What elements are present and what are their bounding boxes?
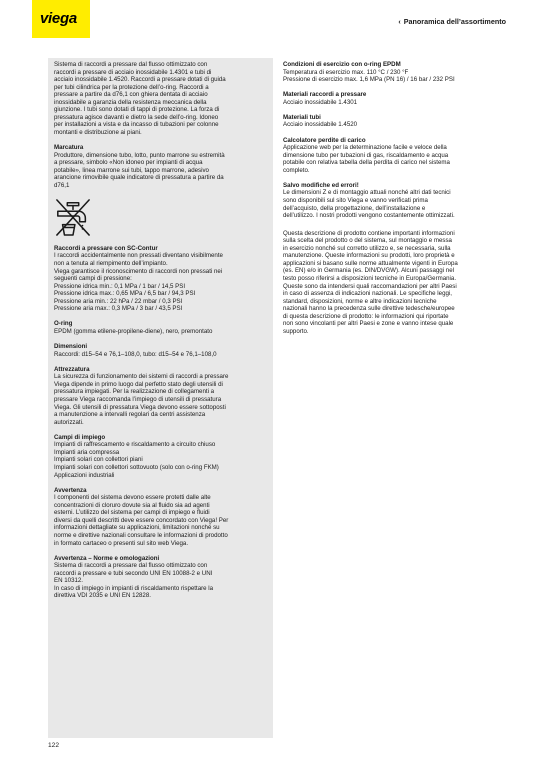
text-line: non a tenuta al riempimento dell’impianto. — [54, 260, 168, 268]
text-line: esterni. L’utilizzo del sistema per campi di impiego e fluidi — [54, 509, 210, 517]
text-line: norme e direttive nazionali consultare le informazioni di prodotto — [54, 531, 228, 539]
text-line: Pressione aria min.: 22 hPa / 22 mbar / 0,3 PSI — [54, 297, 183, 305]
text-line: a manutenzione a intervalli regolari da centri assistenza — [54, 411, 206, 419]
text-line: (es. EN) e/o in Germania (es. DIN/DVGW). Alcuni passaggi nel — [283, 267, 454, 275]
text-line: nazionali hanno la precedenza sulle direttive tedesche/europee — [283, 305, 455, 313]
text-line: in caso di assenza di indicazioni nazionali. Le specifiche leggi, — [283, 290, 452, 298]
text-line: Impianti solari con collettori sottovuoto (solo con o-ring FKM) — [54, 463, 219, 471]
text-line: sono disponibili sul sito Viega e vanno verificati prima — [283, 197, 428, 205]
text-line: in esercizio nonché sul corretto utilizzo e, se necessaria, sulla — [283, 244, 451, 252]
text-line: Viega garantisce il riconoscimento di raccordi non pressati nei — [54, 267, 223, 275]
text-line: concentrazioni di cloruro dovute sia al fluido sia ad agenti — [54, 501, 210, 509]
text-line: seguenti campi di pressione: — [54, 275, 132, 283]
text-line: Questa descrizione di prodotto contiene importanti informazioni — [283, 229, 455, 237]
breadcrumb-label: Panoramica dell’assortimento — [403, 17, 506, 26]
viega-logo — [32, 0, 90, 38]
text-line: potabile con relativa tabella della perdita di carico nel sistema — [283, 159, 450, 167]
section-heading: Avvertenza — [54, 486, 87, 494]
section-heading: Materiali raccordi a pressare — [283, 91, 367, 99]
text-line: Applicazioni industriali — [54, 471, 115, 479]
text-line: Impianti aria compressa — [54, 448, 120, 456]
text-line: manutenzione. Queste informazioni su prodotti, loro proprietà e — [283, 252, 455, 260]
text-line: testo posso riferirsi a disposizioni tecniche in Europa/Germania. — [283, 274, 457, 282]
section-heading: Avvertenza – Norme e omologazioni — [54, 554, 160, 562]
text-line: applicazioni si basano sulle norme attualmente vigenti in Europa — [283, 259, 458, 267]
text-line: direttiva VDI 2035 e UNI EN 12828. — [54, 592, 151, 600]
text-line: La sicurezza di funzionamento dei sistemi di raccordi a pressare — [54, 373, 229, 381]
text-line: Temperatura di esercizio max. 110 °C / 230 °F — [283, 68, 409, 76]
calcolatore-section — [283, 137, 507, 175]
text-line: non sono vincolanti per altri Paesi e zone e vanno intese quale — [283, 320, 454, 328]
section-heading: Condizioni di esercizio con o-ring EPDM — [283, 61, 401, 68]
text-line: acciaio inossidabile 1.4520. Raccordi a pressare dotati di guida — [54, 76, 226, 84]
section-heading: Attrezzatura — [54, 365, 90, 373]
text-line: dimensione tubo per tubazioni di gas, riscaldamento e acqua — [283, 151, 449, 159]
text-line: diversi da quelli descritti deve essere concordato con Viega! Per — [54, 516, 229, 524]
text-line: Pressione idrica min.: 0,1 MPa / 1 bar / 14,5 PSI — [54, 282, 186, 290]
text-line: pressatura impiegati. Per la realizzazione di collegamenti a — [54, 388, 215, 396]
text-line: Produttore, dimensione tubo, lotto, punto marrone su estremità — [54, 151, 225, 159]
text-line: per tubi cilindrica per la protezione dell’o-ring. Raccordi a — [54, 83, 209, 91]
materiali-raccordi-section — [283, 91, 507, 106]
text-line: potabile», linea marrone sui tubi, tappo marrone, adesivo — [54, 166, 209, 174]
text-line: arancione rimovibile quale indicatore di pressatura a partire da — [54, 174, 224, 182]
page-number: 122 — [48, 742, 60, 749]
breadcrumb-link[interactable] — [398, 17, 506, 26]
text-line: In caso di impiego in impianti di riscaldamento rispettare la — [54, 584, 214, 592]
text-line: d76,1 — [54, 181, 70, 189]
text-line: informazioni dettagliate su applicazioni, limitazioni nonché su — [54, 524, 220, 532]
text-line: Pressione idrica max.: 0,65 MPa / 6,5 bar / 94,3 PSI — [54, 290, 196, 298]
section-heading: O-ring — [54, 320, 73, 328]
text-line: Queste sono da intendersi quali raccomandazioni per altri Paesi — [283, 282, 457, 290]
descrizione-section — [283, 230, 507, 336]
text-line: sulla scelta del prodotto o del sistema, sul montaggio e messa — [283, 237, 452, 245]
text-line: montanti e distribuzione ai piani. — [54, 128, 142, 136]
text-line: dell’utilizzo. I nostri prodotti vengono costantemente ottimizzati. — [283, 212, 455, 220]
materiali-tubi-section — [283, 114, 507, 129]
text-line: standard, disposizioni, norme e altre indicazioni tecniche — [283, 297, 437, 305]
oring-section — [54, 320, 274, 335]
text-line: Pressione aria max.: 0,3 MPa / 3 bar / 43,5 PSI — [54, 305, 183, 313]
text-line: in formato cartaceo o presenti sul sito web Viega. — [54, 539, 189, 547]
text-line: raccordi a pressare di acciaio inossidabile 1.4301 e tubi di — [54, 68, 212, 76]
text-line: I componenti del sistema devono essere protetti dalle alte — [54, 494, 211, 502]
text-line: giunzione. I tubi sono dotati di tappi di protezione. La forza di — [54, 106, 220, 114]
section-heading: Calcolatore perdite di carico — [283, 136, 366, 144]
section-heading: Marcatura — [54, 144, 84, 152]
section-heading: Dimensioni — [54, 343, 88, 351]
text-line: di questa descrizione di prodotto: le informazioni qui riportate — [283, 312, 449, 320]
text-line: a pressare, simbolo «Non idoneo per impianti di acqua — [54, 159, 203, 167]
text-line: I raccordi accidentalmente non pressati diventano visibilmente — [54, 252, 223, 260]
norme-section — [54, 555, 274, 600]
text-line: inossidabile a garanzia della resistenza meccanica della — [54, 98, 207, 106]
text-line: per installazioni a vista e da incasso di tubazioni per colonne — [54, 121, 219, 129]
intro-paragraph — [54, 61, 274, 136]
condizioni-section — [283, 61, 507, 84]
salvo-section — [283, 182, 507, 220]
logo-text: viega — [40, 10, 77, 27]
text-line: supporto. — [283, 327, 309, 335]
sc-contur-section — [54, 245, 274, 313]
text-line: EPDM (gomma etilene-propilene-diene), nero, premontato — [54, 328, 213, 335]
text-line: Pressione di esercizio max. 1,6 MPa (PN 16) / 16 bar / 232 PSI — [283, 76, 455, 84]
section-heading: Raccordi a pressare con SC-Contur — [54, 244, 158, 252]
avvertenza-section — [54, 487, 274, 547]
text-line: Le dimensioni Z e di montaggio attuali nonché altri dati tecnici — [283, 189, 451, 197]
text-line: Sistema di raccordi a pressare dal flusso ottimizzato con — [54, 61, 208, 68]
dimensioni-section — [54, 343, 274, 358]
attrezzatura-section — [54, 366, 274, 426]
text-line: Acciaio inossidabile 1.4520 — [283, 121, 358, 129]
text-line: Raccordi: d15–54 e 76,1–108,0, tubo: d15–54 e 76,1–108,0 — [54, 350, 217, 358]
text-line: Acciaio inossidabile 1.4301 — [283, 98, 358, 106]
text-line: Viega dipende in primo luogo dal perfetto stato degli utensili di — [54, 380, 223, 388]
text-line: dell’acquisto, della progettazione, dell’installazione e — [283, 204, 426, 212]
text-line: raccordi a pressare e tubi secondo UNI EN 10088-2 e UNI — [54, 569, 213, 577]
section-heading: Campi di impiego — [54, 433, 106, 441]
chevron-left-icon: ‹ — [398, 17, 401, 26]
text-line: Viega. Gli utensili di pressatura Viega devono essere sottoposti — [54, 403, 226, 411]
right-column — [283, 61, 507, 343]
text-line: Sistema di raccordi a pressare dal flusso ottimizzato con — [54, 562, 208, 570]
text-line: Impianti di raffrescamento e riscaldamento a circuito chiuso — [54, 441, 216, 449]
text-line: pressatura agisce davanti e dietro la sede dell’o-ring. Idoneo — [54, 113, 219, 121]
text-line: pressare a partire da d76,1 con ghiera dentata di acciaio — [54, 91, 208, 99]
not-for-drinking-water-icon — [54, 197, 92, 237]
text-line: EN 10312. — [54, 577, 84, 585]
section-heading: Materiali tubi — [283, 113, 321, 121]
text-line: Applicazione web per la determinazione facile e veloce della — [283, 144, 447, 152]
text-line: Impianti solari con collettori piani — [54, 456, 143, 464]
text-line: completo. — [283, 166, 310, 174]
left-column — [54, 61, 274, 608]
text-line: pressare Viega raccomanda l’impiego di utensili di pressatura — [54, 396, 222, 404]
campi-section — [54, 434, 274, 479]
section-heading: Salvo modifiche ed errori! — [283, 181, 359, 189]
text-line: autorizzati. — [54, 418, 84, 426]
marcatura-section — [54, 144, 274, 237]
